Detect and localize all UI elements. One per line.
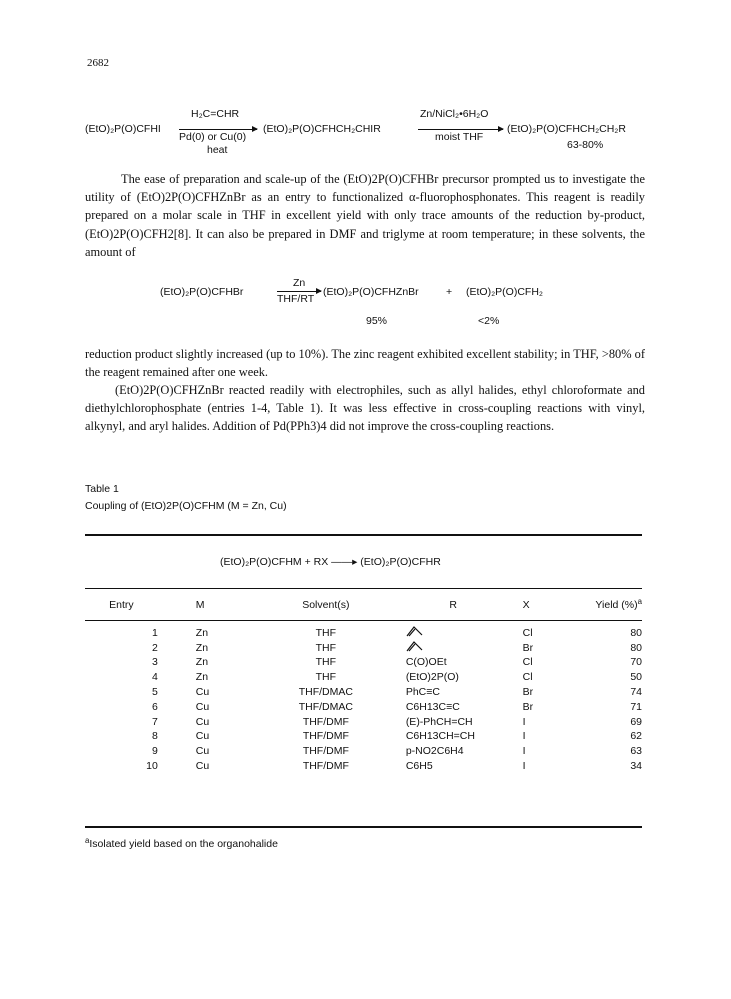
cell-m: Cu bbox=[195, 730, 210, 743]
scheme2-reactant: (EtO)₂P(O)CFHBr bbox=[160, 286, 244, 298]
table-title: Table 1 bbox=[85, 483, 119, 495]
cell-entry: 1 bbox=[151, 626, 158, 639]
cell-x: I bbox=[522, 715, 526, 728]
header-solvent: Solvent(s) bbox=[302, 599, 350, 611]
cell-solvent: THF/DMF bbox=[302, 730, 349, 743]
table-row bbox=[85, 744, 642, 759]
table-row bbox=[85, 714, 642, 729]
cell-x: Cl bbox=[522, 656, 533, 669]
cell-solvent: THF/DMF bbox=[302, 745, 349, 758]
scheme1-reagent2-bottom: moist THF bbox=[435, 131, 484, 143]
scheme2-product-1: (EtO)₂P(O)CFHZnBr bbox=[323, 286, 419, 298]
cell-yield: 70 bbox=[630, 656, 642, 669]
footnote-mark: a bbox=[85, 836, 90, 845]
cell-entry: 10 bbox=[146, 759, 158, 772]
scheme1-reagent1-top: H₂C=CHR bbox=[191, 108, 240, 120]
scheme1-product: (EtO)₂P(O)CFHCH₂CH₂R bbox=[507, 123, 626, 135]
cell-yield: 69 bbox=[630, 715, 642, 728]
paragraph-3 bbox=[85, 381, 645, 436]
scheme1-intermediate: (EtO)₂P(O)CFHCH₂CHIR bbox=[263, 123, 381, 135]
cell-m: Zn bbox=[195, 671, 209, 684]
cell-solvent: THF/DMF bbox=[302, 759, 349, 772]
scheme2-yield-1: 95% bbox=[366, 315, 388, 327]
table-row bbox=[85, 670, 642, 685]
cell-yield: 71 bbox=[630, 700, 642, 713]
scheme2-yield-2: <2% bbox=[478, 315, 500, 327]
table-row bbox=[85, 759, 642, 774]
scheme2-plus: + bbox=[446, 286, 453, 298]
cell-solvent: THF/DMAC bbox=[298, 700, 353, 713]
cell-solvent: THF/DMF bbox=[302, 715, 349, 728]
scheme1-yield: 63-80% bbox=[567, 139, 604, 151]
table-row bbox=[85, 640, 642, 655]
cell-x: Br bbox=[522, 685, 534, 698]
reaction-scheme-2 bbox=[160, 277, 580, 329]
scheme1-reagent1-bottom: Pd(0) or Cu(0) bbox=[179, 131, 247, 143]
table-row bbox=[85, 699, 642, 714]
cell-m: Cu bbox=[195, 759, 210, 772]
scheme2-product-2: (EtO)₂P(O)CFH₂ bbox=[466, 286, 543, 298]
cell-yield: 62 bbox=[630, 730, 642, 743]
table-equation-rule bbox=[85, 588, 642, 589]
scheme2-arrow bbox=[277, 291, 321, 292]
cell-entry: 6 bbox=[151, 700, 158, 713]
cell-x: Cl bbox=[522, 671, 533, 684]
cell-x: Cl bbox=[522, 626, 533, 639]
cell-yield: 74 bbox=[630, 685, 642, 698]
table-row bbox=[85, 729, 642, 744]
page-number: 2682 bbox=[87, 57, 109, 69]
cell-m: Cu bbox=[195, 700, 210, 713]
cell-entry: 7 bbox=[151, 715, 158, 728]
cell-m: Zn bbox=[195, 656, 209, 669]
header-m: M bbox=[195, 599, 205, 611]
table-row bbox=[85, 685, 642, 700]
cell-solvent: THF bbox=[315, 626, 337, 639]
paragraph-1-text: The ease of preparation and scale-up of the (EtO)2P(O)CFHBr precursor prompted us to investigate the utility of (EtO)2P(O)CFHZnBr as an entry to functionalized α-fluorophosphonates. This reagent is readily prepared on a molar scale in THF in excellent yield with only trace amounts of the reduction by-product, (EtO)2P(O)CFH2[8]. It can also be prepared in DMF and triglyme at room temperature; in these solvents, the amount of bbox=[85, 172, 645, 259]
allyl-structure-icon bbox=[406, 625, 432, 637]
cell-yield: 34 bbox=[630, 759, 642, 772]
allyl-structure-icon bbox=[406, 640, 432, 652]
cell-yield: 50 bbox=[630, 671, 642, 684]
scheme2-reagent-bottom: THF/RT bbox=[277, 293, 315, 305]
cell-yield: 80 bbox=[630, 641, 642, 654]
cell-m: Cu bbox=[195, 715, 210, 728]
cell-m: Zn bbox=[195, 641, 209, 654]
cell-r: C6H13C≡C bbox=[405, 700, 460, 713]
header-yield-footnote-mark: a bbox=[637, 597, 642, 606]
cell-x: Br bbox=[522, 641, 534, 654]
table-header-rule bbox=[85, 620, 642, 621]
paragraph-3-text: (EtO)2P(O)CFHZnBr reacted readily with electrophiles, such as allyl halides, ethyl chloroformate and diethylchlorophosphate (entries 1-4, Table 1). It was less effective in cross-coupling reactions with vinyl, alkynyl, and aryl halides. Addition of Pd(PPh3)4 did not improve the cross-coupling reactions. bbox=[85, 383, 645, 434]
table-bottom-rule bbox=[85, 826, 642, 828]
table-footnote bbox=[85, 838, 278, 850]
cell-m: Cu bbox=[195, 685, 210, 698]
cell-entry: 2 bbox=[151, 641, 158, 654]
scheme1-reagent2-top: Zn/NiCl₂•6H₂O bbox=[420, 108, 489, 120]
scheme1-reactant: (EtO)₂P(O)CFHI bbox=[85, 123, 161, 135]
scheme1-arrow-2 bbox=[418, 129, 503, 130]
scheme2-reagent-top: Zn bbox=[293, 277, 306, 289]
cell-solvent: THF/DMAC bbox=[298, 685, 353, 698]
cell-r: C6H5 bbox=[405, 759, 433, 772]
footnote-text: Isolated yield based on the organohalide bbox=[89, 838, 278, 850]
scheme1-reagent1-heat: heat bbox=[207, 144, 228, 156]
header-x: X bbox=[522, 599, 530, 611]
cell-solvent: THF bbox=[315, 671, 337, 684]
cell-m: Zn bbox=[195, 626, 209, 639]
cell-yield: 80 bbox=[630, 626, 642, 639]
cell-x: I bbox=[522, 759, 526, 772]
cell-r: C6H13CH=CH bbox=[405, 730, 475, 743]
cell-x: Br bbox=[522, 700, 534, 713]
header-r: R bbox=[449, 599, 458, 611]
cell-yield: 63 bbox=[630, 745, 642, 758]
cell-entry: 9 bbox=[151, 745, 158, 758]
cell-r bbox=[384, 640, 523, 655]
cell-entry: 5 bbox=[151, 685, 158, 698]
cell-entry: 4 bbox=[151, 671, 158, 684]
cell-entry: 8 bbox=[151, 730, 158, 743]
header-entry: Entry bbox=[109, 599, 134, 611]
cell-x: I bbox=[522, 745, 526, 758]
cell-entry: 3 bbox=[151, 656, 158, 669]
header-yield: Yield (%)$^a$ bbox=[595, 597, 642, 611]
table-top-rule bbox=[85, 534, 642, 536]
cell-r: C(O)OEt bbox=[405, 656, 447, 669]
cell-x: I bbox=[522, 730, 526, 743]
reaction-scheme-1 bbox=[85, 108, 705, 158]
cell-solvent: THF bbox=[315, 641, 337, 654]
cell-r: (EtO)2P(O) bbox=[405, 671, 459, 684]
scheme1-arrow-1 bbox=[179, 129, 257, 130]
cell-r: p-NO2C6H4 bbox=[405, 745, 464, 758]
cell-m: Cu bbox=[195, 745, 210, 758]
paragraph-1 bbox=[85, 170, 645, 261]
table-row bbox=[85, 655, 642, 670]
cell-solvent: THF bbox=[315, 656, 337, 669]
table-header-row bbox=[85, 594, 642, 616]
table-body bbox=[85, 616, 642, 773]
cell-r: PhC≡C bbox=[405, 685, 440, 698]
table-caption: Coupling of (EtO)2P(O)CFHM (M = Zn, Cu) bbox=[85, 500, 287, 512]
paragraph-2: reduction product slightly increased (up to 10%). The zinc reagent exhibited excellent stability; in THF, >80% of the reagent remained after one week. bbox=[85, 347, 645, 380]
table-equation: (EtO)₂P(O)CFHM + RX ——▸ (EtO)₂P(O)CFHR bbox=[220, 556, 441, 568]
cell-r: (E)-PhCH=CH bbox=[405, 715, 473, 728]
